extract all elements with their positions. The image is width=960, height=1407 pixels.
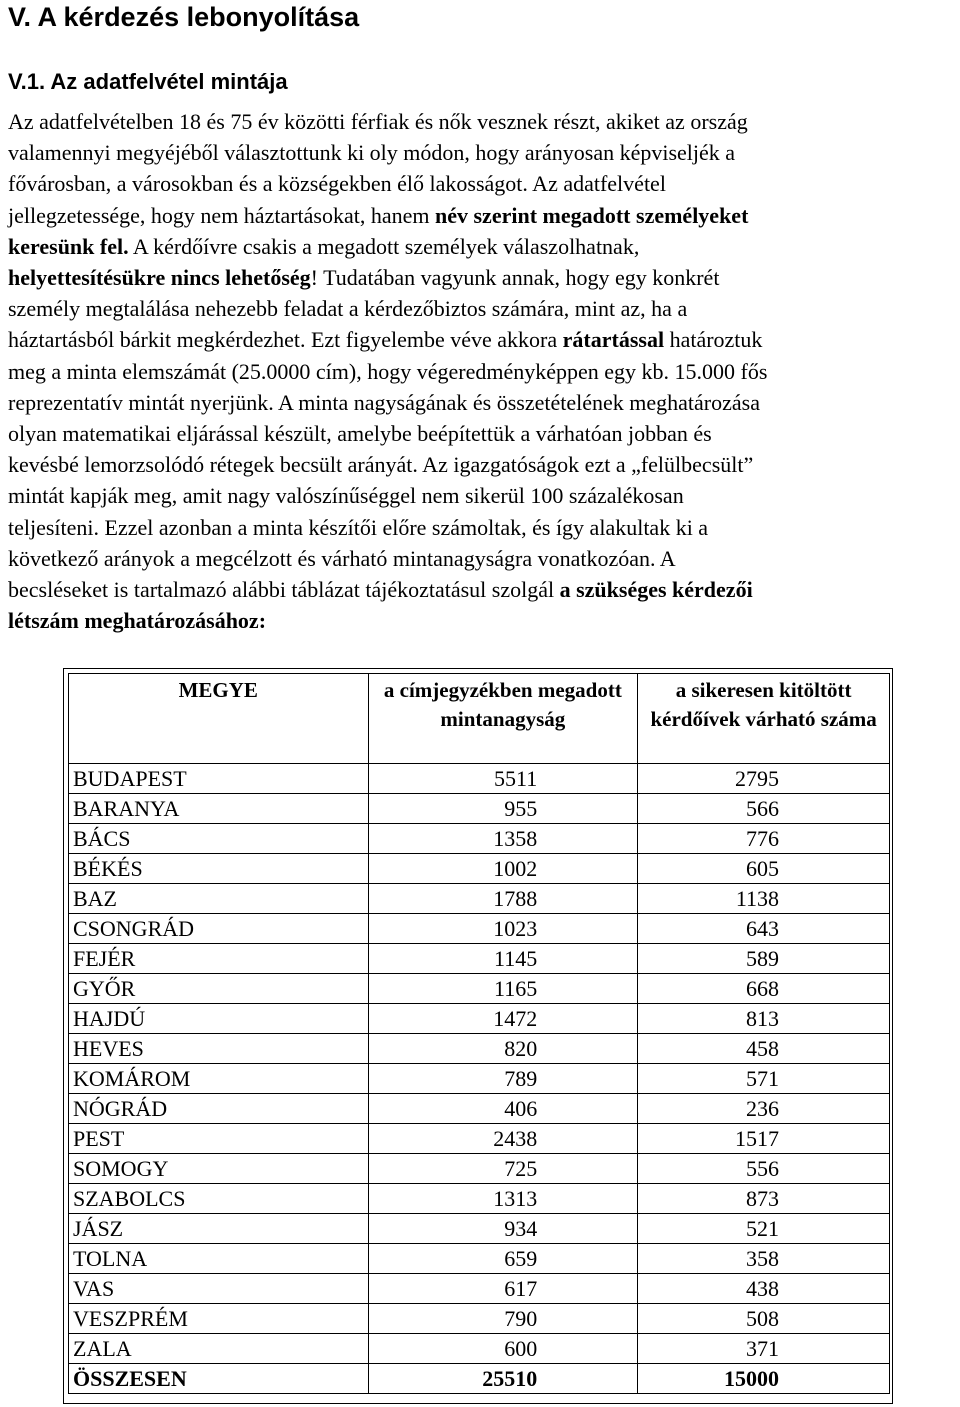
- text-run: személy megtalálása nehezebb feladat a kérdezőbiztos számára, mint az, ha a: [8, 296, 688, 322]
- expected-count-cell: 236: [638, 1094, 890, 1124]
- county-cell: CSONGRÁD: [69, 914, 369, 944]
- expected-count-cell: 813: [638, 1004, 890, 1034]
- county-cell: ZALA: [69, 1334, 369, 1364]
- sample-size-cell: 789: [368, 1064, 638, 1094]
- expected-count-cell: 589: [638, 944, 890, 974]
- table-row: [69, 1244, 890, 1274]
- county-cell: BÁCS: [69, 824, 369, 854]
- bold-text: létszám meghatározásához:: [8, 608, 267, 634]
- expected-count-cell: 521: [638, 1214, 890, 1244]
- expected-count-cell: 1138: [638, 884, 890, 914]
- sample-size-cell: 820: [368, 1034, 638, 1064]
- sample-size-cell: 1002: [368, 854, 638, 884]
- county-cell: VAS: [69, 1274, 369, 1304]
- table-row: [69, 764, 890, 794]
- paragraph-line: [8, 200, 954, 231]
- text-run: háztartásból bárkit megkérdezhet. Ezt figyelembe véve akkora: [8, 327, 563, 353]
- county-cell: VESZPRÉM: [69, 1304, 369, 1334]
- table-body: [69, 764, 890, 1394]
- paragraph-line: [8, 231, 954, 262]
- sample-size-cell: 1358: [368, 824, 638, 854]
- county-cell: HAJDÚ: [69, 1004, 369, 1034]
- expected-count-cell: 358: [638, 1244, 890, 1274]
- expected-count-cell: 566: [638, 794, 890, 824]
- county-cell: PEST: [69, 1124, 369, 1154]
- county-cell: BARANYA: [69, 794, 369, 824]
- bold-text: helyettesítésükre nincs lehetőség: [8, 265, 311, 291]
- paragraph-line: [8, 262, 954, 293]
- text-run: teljesíteni. Ezzel azonban a minta készítői előre számoltak, és így alakultak ki a: [8, 514, 709, 540]
- sample-size-cell: 5511: [368, 764, 638, 794]
- text-run: mintát kapják meg, amit nagy valószínűséggel nem sikerül 100 százalékosan: [8, 483, 684, 509]
- sample-size-cell: 955: [368, 794, 638, 824]
- county-cell: GYŐR: [69, 974, 369, 1004]
- paragraph-line: [8, 356, 954, 387]
- expected-count-cell: 776: [638, 824, 890, 854]
- sample-size-cell: 659: [368, 1244, 638, 1274]
- sample-size-cell: 406: [368, 1094, 638, 1124]
- header-megye: MEGYE: [69, 674, 369, 764]
- text-run: A kérdőívre csakis a megadott személyek válaszolhatnak,: [128, 233, 640, 259]
- sample-size-cell: 2438: [368, 1124, 638, 1154]
- header-varhato-szam: a sikeresen kitöltött kérdőívek várható száma: [638, 674, 890, 764]
- paragraph-line: [8, 418, 954, 449]
- expected-count-cell: 438: [638, 1274, 890, 1304]
- county-cell: JÁSZ: [69, 1214, 369, 1244]
- table-row: [69, 1334, 890, 1364]
- text-run: határoztuk: [664, 327, 763, 353]
- county-cell: BAZ: [69, 884, 369, 914]
- paragraph-line: [8, 512, 954, 543]
- expected-count-cell: 458: [638, 1034, 890, 1064]
- bold-text: a szükséges kérdezői: [559, 577, 753, 603]
- table-total-row: [69, 1364, 890, 1394]
- county-cell: TOLNA: [69, 1244, 369, 1274]
- county-cell: FEJÉR: [69, 944, 369, 974]
- expected-count-cell: 2795: [638, 764, 890, 794]
- sample-size-cell: 617: [368, 1274, 638, 1304]
- bold-text: rátartással: [562, 327, 665, 353]
- body-paragraph: [8, 106, 954, 636]
- county-cell: BUDAPEST: [69, 764, 369, 794]
- sample-size-cell: 725: [368, 1154, 638, 1184]
- table-row: [69, 1214, 890, 1244]
- paragraph-line: [8, 574, 954, 605]
- bold-text: keresünk fel.: [8, 233, 129, 259]
- table-row: [69, 1064, 890, 1094]
- expected-count-cell: 556: [638, 1154, 890, 1184]
- paragraph-line: [8, 480, 954, 511]
- table-row: [69, 824, 890, 854]
- sample-size-cell: 1472: [368, 1004, 638, 1034]
- paragraph-line: [8, 168, 954, 199]
- sample-size-cell: 790: [368, 1304, 638, 1334]
- text-run: fővárosban, a városokban és a községekben élő lakosságot. Az adatfelvétel: [8, 171, 666, 197]
- table-row: [69, 854, 890, 884]
- text-run: kevésbé lemorzsolódó rétegek becsült arányát. Az igazgatóságok ezt a „felülbecsült”: [8, 452, 754, 478]
- county-cell: NÓGRÁD: [69, 1094, 369, 1124]
- sample-size-cell: 934: [368, 1214, 638, 1244]
- expected-count-cell: 371: [638, 1334, 890, 1364]
- total-label-cell: ÖSSZESEN: [69, 1364, 369, 1394]
- county-cell: SZABOLCS: [69, 1184, 369, 1214]
- text-run: következő arányok a megcélzott és várható mintanagyságra vonatkozóan. A: [8, 545, 676, 571]
- section-heading: V. A kérdezés lebonyolítása: [8, 2, 360, 32]
- bold-text: név szerint megadott személyeket: [435, 202, 749, 228]
- sample-size-cell: 1023: [368, 914, 638, 944]
- table-row: [69, 1124, 890, 1154]
- expected-count-cell: 643: [638, 914, 890, 944]
- text-run: reprezentatív mintát nyerjünk. A minta nagyságának és összetételének meghatározása: [8, 389, 760, 415]
- county-cell: HEVES: [69, 1034, 369, 1064]
- table-row: [69, 1274, 890, 1304]
- sample-size-cell: 1788: [368, 884, 638, 914]
- table-row: [69, 1034, 890, 1064]
- text-run: ! Tudatában vagyunk annak, hogy egy konkrét: [310, 265, 720, 291]
- text-run: olyan matematikai eljárással készült, amelybe beépítettük a várhatóan jobban és: [8, 421, 712, 447]
- text-run: Az adatfelvételben 18 és 75 év közötti férfiak és nők vesznek részt, akiket az ország: [8, 109, 748, 134]
- table-row: [69, 794, 890, 824]
- text-run: meg a minta elemszámát (25.0000 cím), hogy végeredményképpen egy kb. 15.000 fős: [8, 358, 768, 384]
- expected-count-cell: 1517: [638, 1124, 890, 1154]
- county-cell: BÉKÉS: [69, 854, 369, 884]
- table-row: [69, 1094, 890, 1124]
- table-row: [69, 944, 890, 974]
- paragraph-line: [8, 324, 954, 355]
- total-expected-cell: 15000: [638, 1364, 890, 1394]
- county-cell: SOMOGY: [69, 1154, 369, 1184]
- sample-size-table: [68, 673, 890, 1394]
- expected-count-cell: 873: [638, 1184, 890, 1214]
- expected-count-cell: 508: [638, 1304, 890, 1334]
- header-mintanagysag: a címjegyzékben megadott mintanagyság: [368, 674, 638, 764]
- table-row: [69, 914, 890, 944]
- paragraph-line: [8, 387, 954, 418]
- sample-size-cell: 600: [368, 1334, 638, 1364]
- paragraph-line: [8, 605, 954, 636]
- table-row: [69, 884, 890, 914]
- table-row: [69, 974, 890, 1004]
- sample-size-cell: 1145: [368, 944, 638, 974]
- text-run: jellegzetessége, hogy nem háztartásokat, hanem: [8, 202, 435, 228]
- table-row: [69, 1004, 890, 1034]
- paragraph-line: [8, 449, 954, 480]
- text-run: becsléseket is tartalmazó alábbi táblázat tájékoztatásul szolgál: [8, 577, 560, 603]
- expected-count-cell: 605: [638, 854, 890, 884]
- text-run: valamennyi megyéjéből választottunk ki oly módon, hogy arányosan képviseljék a: [8, 140, 736, 166]
- table-header-row: [69, 674, 890, 764]
- expected-count-cell: 668: [638, 974, 890, 1004]
- total-sample-cell: 25510: [368, 1364, 638, 1394]
- paragraph-line: [8, 543, 954, 574]
- sample-size-cell: 1313: [368, 1184, 638, 1214]
- paragraph-line: [8, 293, 954, 324]
- paragraph-line: [8, 137, 954, 168]
- table-row: [69, 1184, 890, 1214]
- paragraph-line: [8, 106, 954, 137]
- county-cell: KOMÁROM: [69, 1064, 369, 1094]
- table-row: [69, 1154, 890, 1184]
- table-row: [69, 1304, 890, 1334]
- expected-count-cell: 571: [638, 1064, 890, 1094]
- sample-size-cell: 1165: [368, 974, 638, 1004]
- subsection-heading: V.1. Az adatfelvétel mintája: [8, 69, 288, 94]
